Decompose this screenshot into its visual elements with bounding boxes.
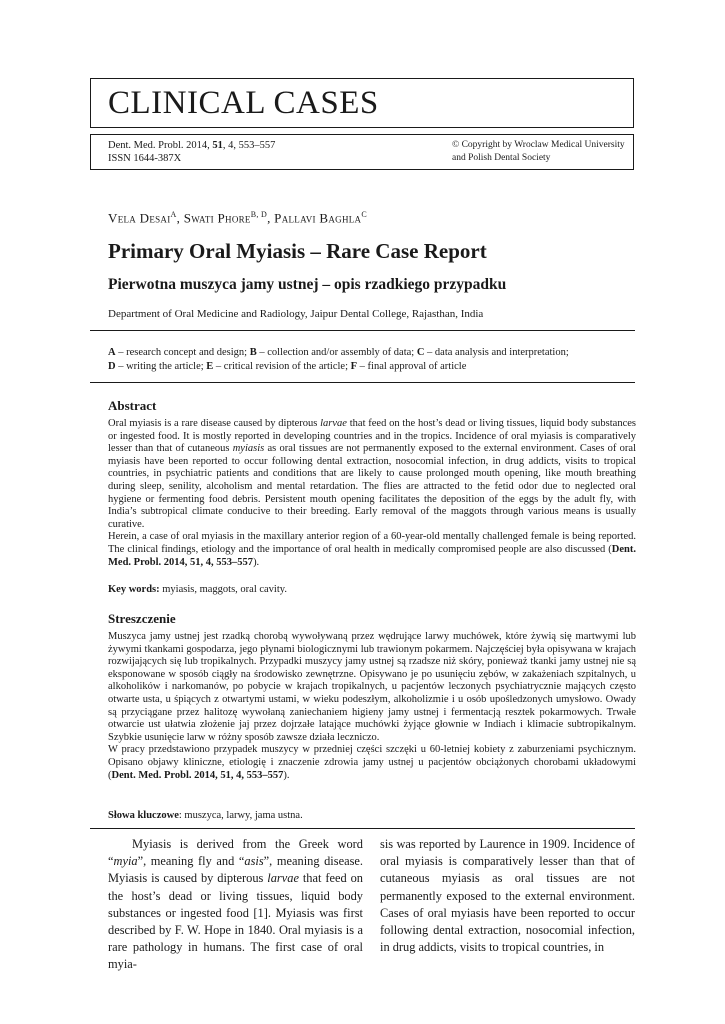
section-banner-title: CLINICAL CASES xyxy=(108,85,379,121)
journal-line: Dent. Med. Probl. 2014, xyxy=(108,140,213,151)
author-name: Vela Desai xyxy=(108,210,171,226)
divider xyxy=(90,330,635,331)
copyright-line-1: © Copyright by Wroclaw Medical University xyxy=(452,140,625,150)
author-list: Vela Desai$^A$, Swati Phore$^{B, D}$, Pallavi Baghla$^C$ xyxy=(108,210,367,226)
abstract-paragraph xyxy=(108,418,636,531)
streszczenie-heading: Streszczenie xyxy=(108,611,176,626)
text-run: ). xyxy=(253,556,260,568)
italic-term: asis xyxy=(244,854,264,869)
keywords-label: Słowa kluczowe xyxy=(108,810,179,821)
contribution-text: – collection and/or assembly of data; xyxy=(256,347,417,358)
italic-term: myia xyxy=(113,854,138,869)
keywords-text: : muszyca, larwy, jama ustna. xyxy=(178,810,303,821)
contribution-key: C xyxy=(416,347,425,358)
author-contributions xyxy=(108,346,628,373)
journal-issue-pages: , 4, 553–557 xyxy=(222,140,276,151)
author-contribution: C xyxy=(361,210,367,219)
contribution-key: F xyxy=(350,360,358,372)
italic-term: myiasis xyxy=(232,443,265,455)
contribution-text: – research concept and design; xyxy=(115,347,250,358)
affiliation: Department of Oral Medicine and Radiology, Jaipur Dental College, Rajasthan, India xyxy=(108,308,484,320)
contribution-text: – final approval of article xyxy=(357,360,467,372)
italic-term: larvae xyxy=(320,418,347,429)
author-name: Swati Phore xyxy=(183,210,251,226)
text-run: that feed on the host’s dead or living tissues, liquid body substances or ingested food [1]. Myiasis was first described by F. W. Hope in 1840. Oral myiasis is a rare pathology in humans. The first case of oral myia- xyxy=(108,871,363,972)
contribution-text: – data analysis and interpretation; xyxy=(424,347,569,358)
text-run: Oral myiasis is a rare disease caused by dipterous xyxy=(108,418,321,429)
text-run: W pracy przedstawiono przypadek muszycy w przedniej części szczęki u 60-letniej kobiety z zaburzeniami psychicznym. Opisano objawy kliniczne, etiologię i znaczenie zdrowia jamy ustnej u pacjentów obciążonych chorobami układowymi ( xyxy=(108,744,636,781)
keywords-text: myiasis, maggots, oral cavity. xyxy=(159,584,287,595)
copyright-line-2: and Polish Dental Society xyxy=(452,153,551,163)
italic-term: larvae xyxy=(267,871,299,886)
keywords xyxy=(108,583,287,596)
journal-volume: 51 xyxy=(212,140,223,151)
contribution-key: D xyxy=(108,360,116,372)
streszczenie-paragraph: Muszyca jamy ustnej jest rzadką chorobą wywoływaną przez wędrujące larwy muchówek, które żywią się martwymi lub żywymi tkankami gospodarza, jego płynami biologicznymi lub trawionym pokarmem. Najczęściej była opisywana w krajach rozwijających się lub tropikalnych. Przypadki muszycy jamy ustnej są rzadsze niż skóry, ponieważ tkanki jamy ustnej nie są eksponowane w sposób ciągły na środowisko zewnętrzne. Opisywano je po usunięciu zębów, w zakażeniach szpitalnych, u alkoholików i narkomanów, po pobycie w krajach tropikalnych, u pacjentów leczonych psychiatrycznie mających często otwarte usta, u śpiących z otwartymi ustami, w wieku podeszłym, alkoholizmie i u osób upośledzonych umysłowo. Owady są przyciągane przez halitozę wywołaną zaniechaniem higieny jamy ustnej i fermentacją resztek pokarmowych. Trwałe otwarcie ust ułatwia złożenie jaj przez dojrzałe latające muchówki żyjące głownie w Indiach i klimacie subtropikalnym. Szybkie usunięcie larw w różny sposób zawsze działa leczniczo. xyxy=(108,631,636,743)
abstract-body xyxy=(108,418,636,569)
author-contribution: A xyxy=(170,210,177,219)
divider xyxy=(90,382,635,383)
streszczenie-paragraph xyxy=(108,744,636,782)
article-subtitle-polish: Pierwotna muszyca jamy ustnej – opis rzadkiego przypadku xyxy=(108,276,507,293)
journal-citation xyxy=(108,139,275,165)
divider xyxy=(90,828,635,829)
copyright-notice xyxy=(452,139,625,165)
text-run: ”, meaning fly and “ xyxy=(137,854,245,869)
body-column-left xyxy=(108,836,363,974)
keywords-label: Key words: xyxy=(108,584,160,595)
article-title: Primary Oral Myiasis – Rare Case Report xyxy=(108,239,487,263)
issn: ISSN 1644-387X xyxy=(108,153,182,164)
text-run: Herein, a case of oral myiasis in the maxillary anterior region of a 60-year-old mentally challenged female is being reported. The clinical findings, etiology and the importance of oral health in medically compromised people are also discussed ( xyxy=(108,531,636,555)
citation: Dent. Med. Probl. 2014, 51, 4, 553–557 xyxy=(111,769,284,781)
abstract-heading: Abstract xyxy=(108,398,157,413)
streszczenie-body xyxy=(108,631,636,782)
text-run: as oral tissues are not permanently exposed to the external environment. Cases of oral myiasis have been reported to occur following dental extraction, nosocomial infection, in drug addicts, visits to tropical countries, in psychiatric patients and conditions that are likely to cause prolonged mouth opening, like mouth breathing during sleep, senility, alcoholism and mental retardation. The flies are attracted to the fetid odor due to neglected oral hygiene or fermenting food debris. Persistent mouth opening facilitates the deposition of the eggs by the adult fly, with India’s subtropical climate conducive to their breeding. Early removal of the maggots through various means is usually curative. xyxy=(108,443,636,530)
text-run: Myiasis is derived from the Greek word “ xyxy=(108,837,363,869)
polish-keywords xyxy=(108,809,303,822)
text-run: ). xyxy=(283,769,290,781)
contribution-key: A xyxy=(108,347,116,358)
contribution-key: E xyxy=(206,360,214,372)
citation: Dent. Med. Probl. 2014, 51, 4, 553–557 xyxy=(108,543,636,568)
text-run: ”, meaning disease. Myiasis is caused by dipterous xyxy=(108,854,363,886)
author-contribution: B, D xyxy=(250,210,268,219)
text-run: that feed on the host’s dead or living tissues, liquid body substances or ingested food. It is mostly reported in developing countries and in the tropics. Incidence of oral myiasis is comparatively lesser than that of cutaneous xyxy=(108,418,636,455)
contribution-key: B xyxy=(249,347,257,358)
body-column-right: sis was reported by Laurence in 1909. Incidence of oral myiasis is comparatively lesser than that of cutaneous myiasis as oral tissues are not permanently exposed to the external environment. Cases of oral myiasis have been reported to occur following dental extraction, nosocomial infection, in drug addicts, visits to tropical countries, in xyxy=(380,837,635,955)
contribution-text: – critical revision of the article; xyxy=(213,360,351,372)
contribution-text: – writing the article; xyxy=(115,360,207,372)
author-name: Pallavi Baghla xyxy=(274,210,362,226)
abstract-paragraph xyxy=(108,531,636,569)
